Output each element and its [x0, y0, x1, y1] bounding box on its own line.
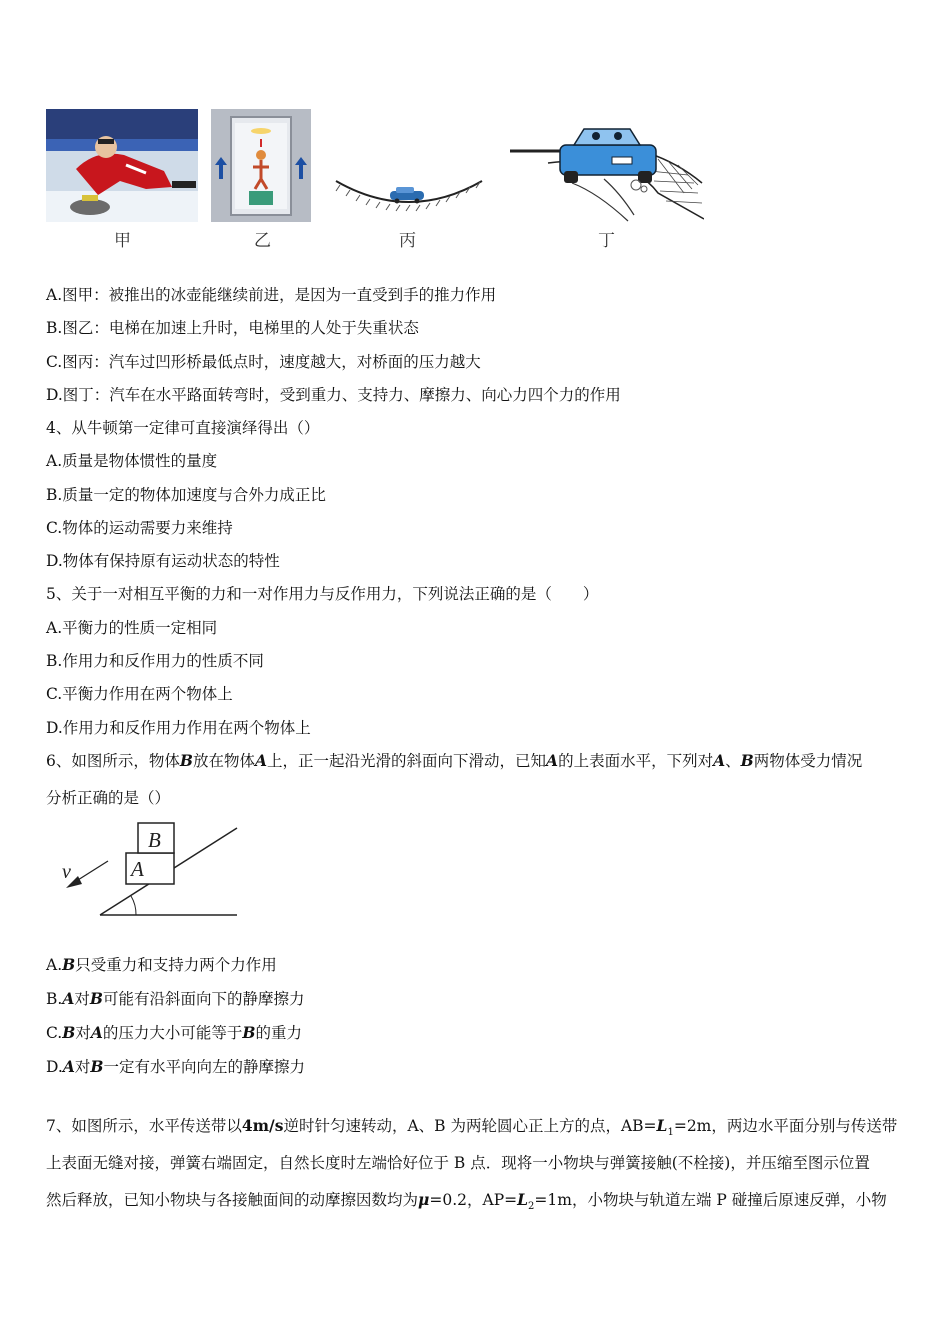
incline-diagram	[40, 818, 245, 923]
q4-option-b: B.质量一定的物体加速度与合外力成正比	[46, 486, 326, 504]
q5-option-c: C.平衡力作用在两个物体上	[46, 685, 233, 703]
label-v: v	[62, 861, 71, 883]
q4-option-c: C.物体的运动需要力来维持	[46, 519, 233, 537]
q7-line2: 上表面无缝对接，弹簧右端固定，自然长度时左端恰好位于 B 点．现将一小物块与弹簧接触(不栓接)，并压缩至图示位置	[46, 1154, 870, 1172]
q4-stem: 4、从牛顿第一定律可直接演绎得出（）	[46, 419, 320, 437]
figure-caption-jia: 甲	[114, 231, 131, 251]
label-a: A	[131, 857, 144, 881]
q5-stem: 5、关于一对相互平衡的力和一对作用力与反作用力，下列说法正确的是（ ）	[46, 585, 599, 603]
q6-option-b: B.A对B可能有沿斜面向下的静摩擦力	[46, 989, 305, 1008]
q5-option-b: B.作用力和反作用力的性质不同	[46, 652, 264, 670]
q7-line1: 7、如图所示，水平传送带以4m/s逆时针匀速转动，A、B 为两轮圆心正上方的点，$AB=L_1=2m$，两边水平面分别与传送带	[46, 1116, 898, 1139]
q6-stem: 6、如图所示，物体B放在物体A上，正一起沿光滑的斜面向下滑动，已知A的上表面水平，下列对A、B两物体受力情况	[46, 751, 863, 770]
figure-caption-bing: 丙	[399, 231, 416, 251]
q5-option-d: D.作用力和反作用力作用在两个物体上	[46, 719, 311, 737]
figure-row	[0, 105, 950, 255]
concave-bridge	[334, 175, 484, 215]
q6-stem-line2: 分析正确的是（）	[46, 789, 171, 807]
curling-photo	[46, 109, 198, 222]
q5-option-a: A.平衡力的性质一定相同	[46, 619, 218, 637]
figure-caption-ding: 丁	[598, 231, 615, 251]
figure-caption-yi: 乙	[254, 231, 271, 251]
q3-option-d: D.图丁：汽车在水平路面转弯时，受到重力、支持力、摩擦力、向心力四个力的作用	[46, 386, 621, 404]
car-turning	[508, 123, 704, 223]
q3-option-b: B.图乙：电梯在加速上升时，电梯里的人处于失重状态	[46, 319, 419, 337]
q3-option-a: A.图甲：被推出的冰壶能继续前进，是因为一直受到手的推力作用	[46, 286, 497, 304]
curling-stone	[70, 199, 110, 215]
q6-option-c: C.B对A的压力大小可能等于B的重力	[46, 1023, 303, 1042]
elevator-diagram	[211, 109, 311, 222]
car-body	[560, 145, 656, 175]
q4-option-a: A.质量是物体惯性的量度	[46, 452, 218, 470]
q3-option-c: C.图丙：汽车过凹形桥最低点时，速度越大，对桥面的压力越大	[46, 353, 481, 371]
q6-option-a: A.B只受重力和支持力两个力作用	[46, 955, 277, 974]
person-head	[256, 150, 266, 160]
q4-option-d: D.物体有保持原有运动状态的特性	[46, 552, 280, 570]
q7-line3: 然后释放，已知小物块与各接触面间的动摩擦因数均为μ=0.2，$AP=L_2=1m$，小物块与轨道左端 P 碰撞后原速反弹，小物	[46, 1190, 887, 1213]
q6-option-d: D.A对B一定有水平向向左的静摩擦力	[46, 1057, 305, 1076]
label-b: B	[148, 828, 161, 852]
